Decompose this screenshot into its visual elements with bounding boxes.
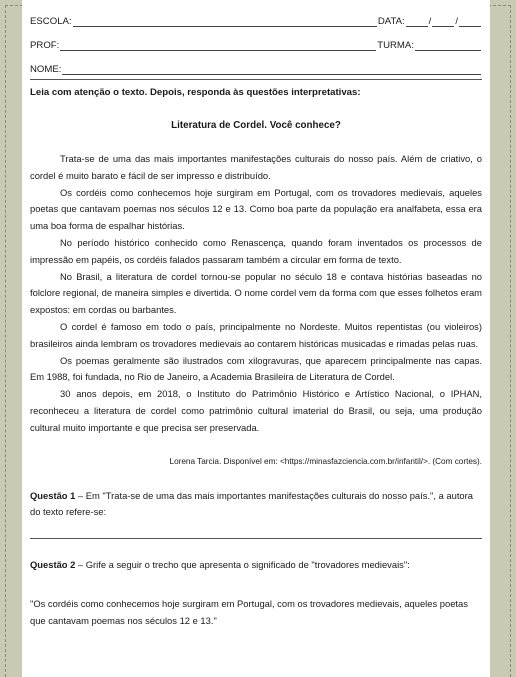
date-sep-2: /	[455, 16, 458, 27]
question-1-label: Questão 1	[30, 489, 76, 501]
prof-label: PROF:	[30, 40, 60, 51]
question-2-text: – Grife a seguir o trecho que apresenta o significado de "trovadores medievais":	[75, 558, 410, 570]
question-1	[30, 488, 482, 520]
instruction: Leia com atenção o texto. Depois, responda às questões interpretativas:	[30, 87, 361, 98]
paragraph: 30 anos depois, em 2018, o Instituto do Patrimônio Histórico e Artístico Nacional, o IPHAN, reconheceu a literatura de cordel como patrimônio cultural imaterial do Brasil, ou seja, uma produção cultural muito importante e que precisa ser preservada.	[30, 388, 482, 433]
nome-row	[30, 56, 482, 75]
quoted-excerpt[interactable]: "Os cordéis como conhecemos hoje surgiram em Portugal, com os trovadores medievais, aqueles poetas que cantavam poemas nos séculos 12 e 13."	[30, 598, 468, 627]
paragraph: No Brasil, a literatura de cordel tornou-se popular no século 18 e contava histórias baseadas no folclore regional, de maneira simples e divertida. O nome cordel vem da forma com que esses folhetos eram expostos: em cordas ou barbantes.	[30, 270, 482, 316]
worksheet-page	[22, 0, 490, 677]
text-title: Literatura de Cordel. Você conhece?	[171, 120, 341, 131]
escola-label: ESCOLA:	[30, 16, 72, 27]
date-year-field[interactable]	[459, 16, 481, 27]
paragraph: No período histórico conhecido como Renascença, quando foram inventados os processos de impressão em papéis, os cordéis falados passaram também a circular em forma de texto.	[30, 236, 482, 265]
paragraph: Os poemas geralmente são ilustrados com xilogravuras, que aparecem principalmente nas capas. Em 1988, foi fundada, no Rio de Janeiro, a Academia Brasileira de Literatura de Cordel.	[30, 354, 482, 383]
paragraph: O cordel é famoso em todo o país, principalmente no Nordeste. Muitos repentistas (ou violeiros) brasileiros ainda lembram os trovadores medievais ao contarem históricas musicadas e rimadas pelas ruas.	[30, 320, 482, 349]
question-1-text: – Em "Trata-se de uma das mais importantes manifestações culturais do nosso país.", a autora do texto refere-se:	[30, 489, 473, 517]
question-1-answer-line[interactable]	[30, 520, 482, 539]
turma-field[interactable]	[415, 40, 481, 51]
paragraph: Os cordéis como conhecemos hoje surgiram em Portugal, com os trovadores medievais, aqueles poetas que cantavam poemas nos séculos 12 e 13. Como boa parte da população era analfabeta, essa era uma boa forma de espalhar histórias.	[30, 186, 482, 232]
escola-row	[30, 8, 482, 27]
question-2-label: Questão 2	[30, 558, 76, 570]
date-day-field[interactable]	[406, 16, 428, 27]
date-sep-1: /	[428, 16, 432, 27]
turma-label: TURMA:	[377, 40, 414, 51]
source-citation: Lorena Tarcia. Disponível em: <https://minasfazciencia.com.br/infantil/>. (Com cortes).	[169, 456, 482, 466]
paragraph: Trata-se de uma das mais importantes manifestações culturais do nosso país. Além de criativo, o cordel é muito barato e fácil de ser impresso e distribuído.	[30, 153, 482, 181]
header-divider	[30, 79, 482, 80]
data-label: DATA:	[377, 16, 405, 27]
nome-label: NOME:	[30, 64, 62, 75]
escola-field[interactable]	[73, 16, 377, 27]
prof-row	[30, 32, 482, 51]
nome-field[interactable]	[62, 64, 481, 75]
question-2	[30, 557, 482, 573]
prof-field[interactable]	[60, 40, 376, 51]
date-month-field[interactable]	[432, 16, 454, 27]
